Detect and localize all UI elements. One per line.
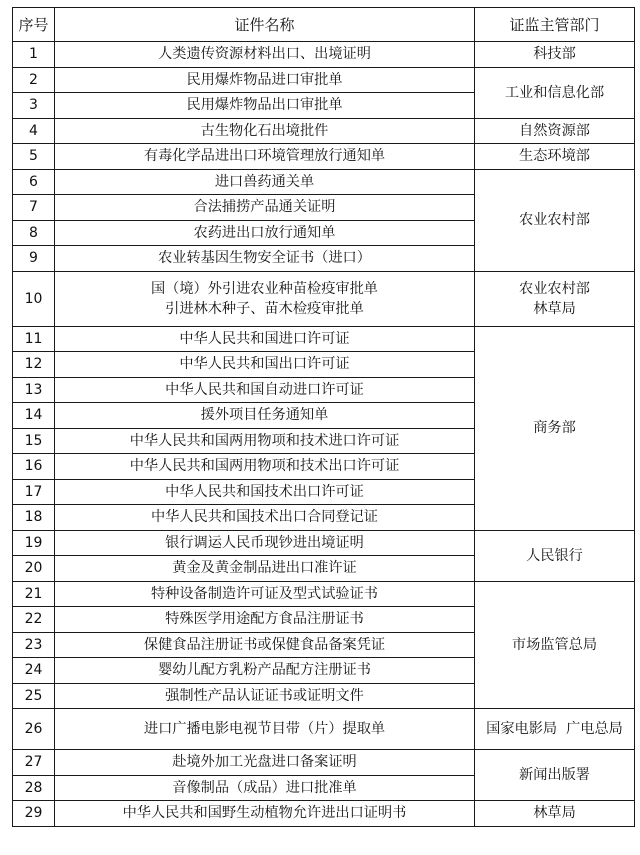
certificate-name [55, 326, 475, 352]
certificate-name-line: 中华人民共和国技术出口许可证 [165, 483, 364, 500]
table-row [13, 530, 635, 556]
row-index: 13 [13, 377, 55, 403]
certificate-name [55, 428, 475, 454]
department-name: 人民银行 [526, 547, 583, 564]
row-index: 2 [13, 67, 55, 93]
department-cell [475, 169, 635, 271]
row-index: 26 [13, 709, 55, 750]
table-row [13, 118, 635, 144]
row-index: 19 [13, 530, 55, 556]
row-index: 23 [13, 632, 55, 658]
department-name: 农业农村部 [519, 280, 590, 297]
certificate-name [55, 220, 475, 246]
row-index: 17 [13, 479, 55, 505]
row-index: 1 [13, 42, 55, 68]
row-index: 10 [13, 271, 55, 326]
certificate-name [55, 454, 475, 480]
department-cell [475, 801, 635, 827]
certificate-name-line: 农业转基因生物安全证书（进口） [158, 250, 371, 267]
certificate-name [55, 607, 475, 633]
certificate-name [55, 658, 475, 684]
table-body [13, 42, 635, 827]
department-cell [475, 118, 635, 144]
certificate-name [55, 195, 475, 221]
row-index: 24 [13, 658, 55, 684]
row-index: 8 [13, 220, 55, 246]
certificate-name [55, 683, 475, 709]
row-index: 22 [13, 607, 55, 633]
department-cell [475, 326, 635, 530]
table-row [13, 709, 635, 750]
certificate-name [55, 93, 475, 119]
certificate-name [55, 169, 475, 195]
certificate-name-line: 进口广播电影电视节目带（片）提取单 [143, 721, 386, 737]
department-cell [475, 271, 635, 326]
department-name: 自然资源部 [519, 122, 590, 139]
row-index: 6 [13, 169, 55, 195]
certificate-name-line: 人类遗传资源材料出口、出境证明 [158, 46, 371, 63]
certificate-name-line: 有毒化学品进出口环境管理放行通知单 [143, 148, 386, 165]
certificate-name [55, 530, 475, 556]
table-row [13, 581, 635, 607]
certificate-name [55, 377, 475, 403]
row-index: 5 [13, 144, 55, 170]
table-row [13, 326, 635, 352]
row-index: 14 [13, 403, 55, 429]
department-name: 林草局 [533, 805, 576, 822]
department-cell [475, 42, 635, 68]
document-page [12, 7, 635, 827]
certificate-name-line: 农药进出口放行通知单 [193, 224, 336, 241]
certificate-name [55, 144, 475, 170]
row-index: 3 [13, 93, 55, 119]
certificate-name-line: 中华人民共和国技术出口合同登记证 [150, 509, 378, 526]
row-index: 7 [13, 195, 55, 221]
department-name: 生态环境部 [519, 148, 590, 165]
department-name: 商务部 [533, 420, 576, 436]
certificate-name-line: 民用爆炸物品进口审批单 [186, 71, 343, 88]
row-index: 12 [13, 352, 55, 378]
certificate-name-line: 中华人民共和国两用物项和技术进口许可证 [129, 432, 400, 449]
certificate-name-line: 进口兽药通关单 [214, 173, 315, 190]
department-name: 新闻出版署 [519, 767, 590, 783]
certificate-name-line: 婴幼儿配方乳粉产品配方注册证书 [158, 662, 371, 679]
certificate-name [55, 750, 475, 776]
certificate-name-line: 引进林木种子、苗木检疫审批单 [165, 300, 364, 317]
row-index: 11 [13, 326, 55, 352]
certificate-name-line: 赴境外加工光盘进口备案证明 [172, 754, 357, 771]
header-dept: 证监主管部门 [475, 8, 635, 42]
certificate-name-line: 合法捕捞产品通关证明 [193, 199, 336, 216]
department-cell [475, 581, 635, 709]
certificate-name [55, 246, 475, 272]
table-row [13, 67, 635, 93]
certificate-name [55, 581, 475, 607]
row-index: 4 [13, 118, 55, 144]
header-index: 序号 [13, 8, 55, 42]
department-cell [475, 144, 635, 170]
certificate-name [55, 479, 475, 505]
table-row [13, 169, 635, 195]
department-name: 科技部 [533, 46, 576, 63]
certificate-name-line: 中华人民共和国出口许可证 [179, 356, 350, 373]
row-index: 21 [13, 581, 55, 607]
table-row [13, 271, 635, 326]
certificate-name-line: 保健食品注册证书或保健食品备案凭证 [143, 636, 386, 653]
certificate-name-line: 银行调运人民币现钞进出境证明 [165, 534, 364, 551]
row-index: 29 [13, 801, 55, 827]
certificate-name-line: 民用爆炸物品出口审批单 [186, 97, 343, 114]
department-name: 国家电影局 广电总局 [486, 721, 623, 737]
row-index: 20 [13, 556, 55, 582]
certificate-name [55, 775, 475, 801]
certificate-name [55, 403, 475, 429]
department-cell [475, 530, 635, 581]
certificate-name-line: 音像制品（成品）进口批准单 [172, 779, 357, 796]
certificate-name [55, 271, 475, 326]
department-name: 市场监管总局 [511, 636, 598, 653]
certificate-name-line: 中华人民共和国野生动植物允许进出口证明书 [122, 805, 407, 822]
row-index: 16 [13, 454, 55, 480]
certificate-table [12, 7, 635, 827]
certificate-name-line: 国（境）外引进农业种苗检疫审批单 [150, 280, 378, 297]
certificate-name [55, 632, 475, 658]
certificate-name-line: 中华人民共和国两用物项和技术出口许可证 [129, 458, 400, 475]
certificate-name-line: 黄金及黄金制品进出口准许证 [172, 560, 357, 577]
department-cell [475, 709, 635, 750]
certificate-name-line: 特种设备制造许可证及型式试验证书 [150, 585, 378, 602]
certificate-name-line: 援外项目任务通知单 [200, 407, 329, 424]
department-name: 工业和信息化部 [504, 84, 605, 101]
table-header-row [13, 8, 635, 42]
row-index: 9 [13, 246, 55, 272]
row-index: 18 [13, 505, 55, 531]
department-cell [475, 750, 635, 801]
table-row [13, 42, 635, 68]
certificate-name [55, 556, 475, 582]
certificate-name-line: 中华人民共和国自动进口许可证 [165, 381, 364, 398]
certificate-name [55, 118, 475, 144]
certificate-name [55, 67, 475, 93]
certificate-name [55, 352, 475, 378]
table-row [13, 750, 635, 776]
header-name: 证件名称 [55, 8, 475, 42]
certificate-name [55, 709, 475, 750]
certificate-name-line: 特殊医学用途配方食品注册证书 [165, 611, 364, 628]
row-index: 25 [13, 683, 55, 709]
row-index: 28 [13, 775, 55, 801]
row-index: 15 [13, 428, 55, 454]
department-name: 林草局 [533, 300, 576, 317]
department-cell [475, 67, 635, 118]
certificate-name-line: 古生物化石出境批件 [200, 122, 329, 139]
department-name: 农业农村部 [519, 212, 590, 228]
row-index: 27 [13, 750, 55, 776]
certificate-name-line: 中华人民共和国进口许可证 [179, 330, 350, 347]
certificate-name [55, 801, 475, 827]
table-row [13, 801, 635, 827]
certificate-name-line: 强制性产品认证证书或证明文件 [165, 687, 364, 704]
table-row [13, 144, 635, 170]
certificate-name [55, 42, 475, 68]
certificate-name [55, 505, 475, 531]
